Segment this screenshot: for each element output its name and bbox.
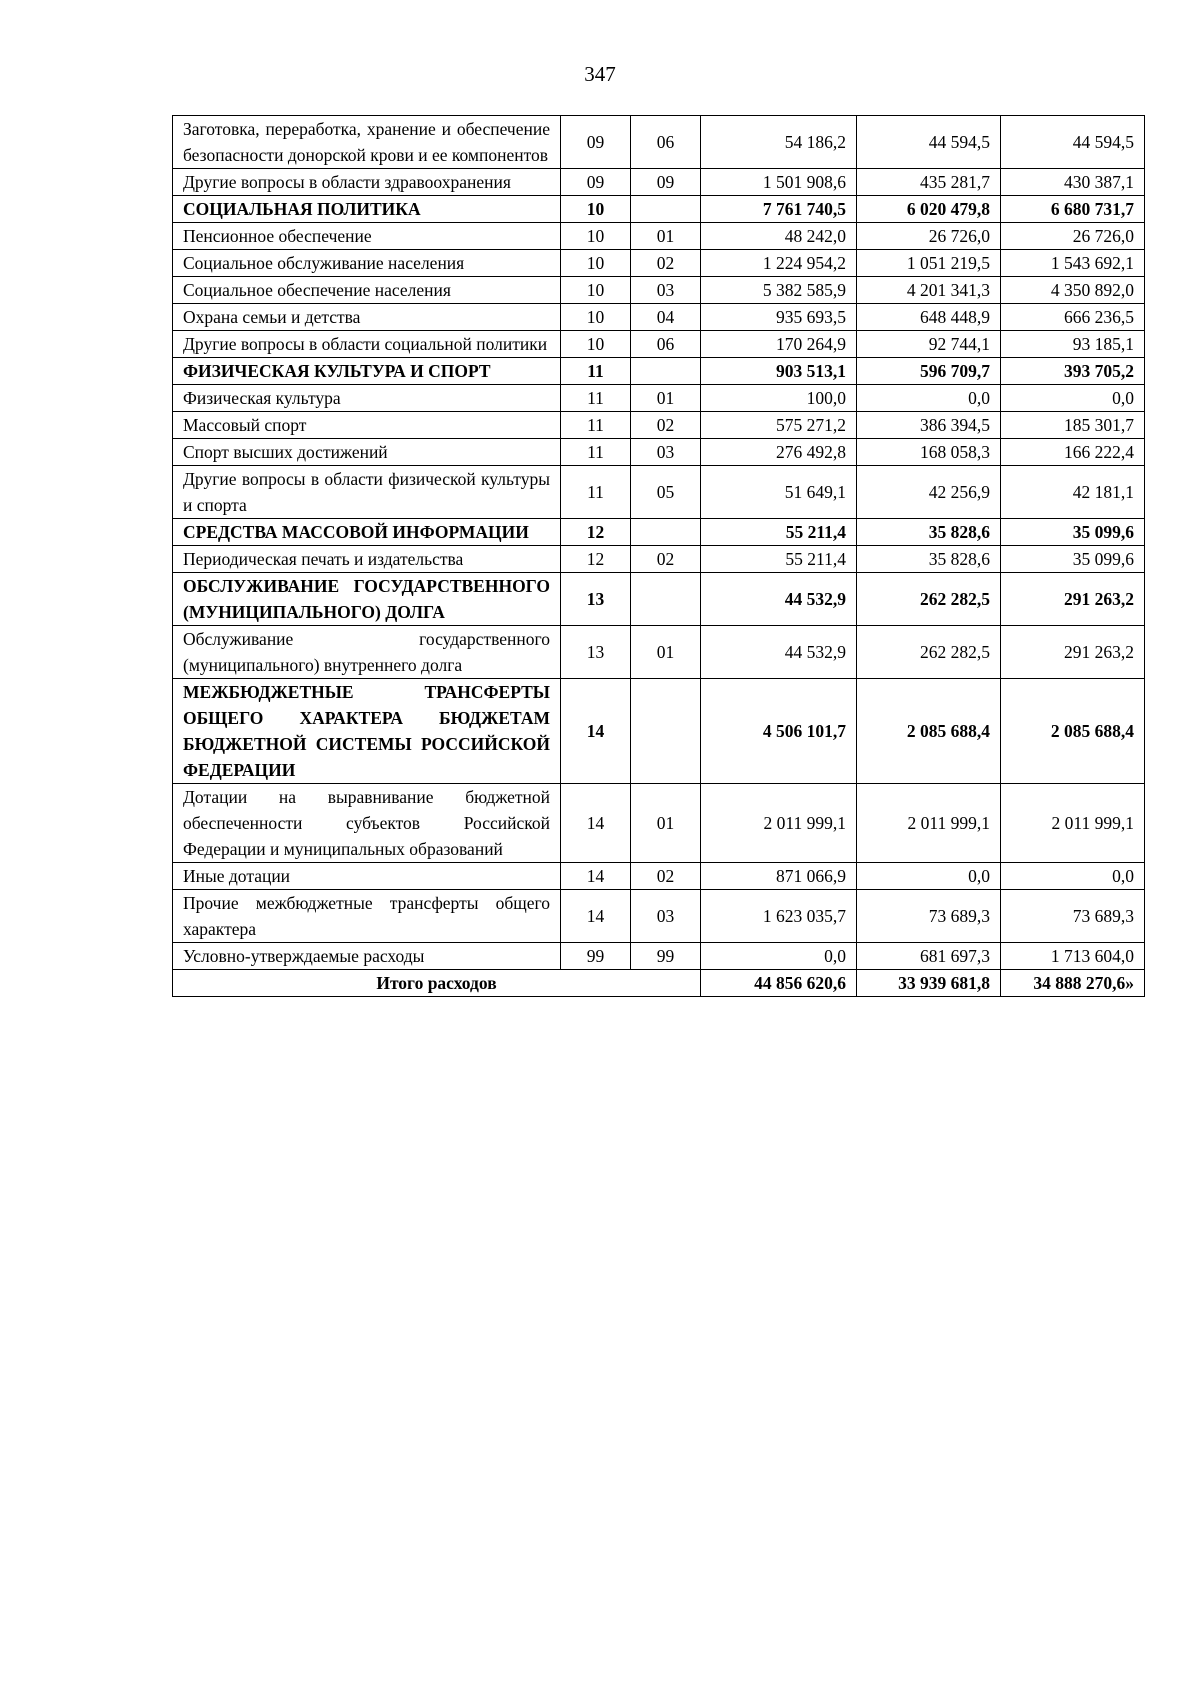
table-row	[173, 863, 1145, 890]
row-amount-year1-cell: 276 492,8	[701, 439, 857, 466]
row-amount-year1-cell: 575 271,2	[701, 412, 857, 439]
row-name-cell: Условно-утверждаемые расходы	[173, 943, 561, 970]
table-row	[173, 784, 1145, 863]
row-name-cell: Охрана семьи и детства	[173, 304, 561, 331]
row-name-cell: Иные дотации	[173, 863, 561, 890]
row-subsection-code-cell	[631, 679, 701, 784]
row-amount-year3-cell: 42 181,1	[1001, 466, 1145, 519]
row-amount-year1-cell: 44 532,9	[701, 573, 857, 626]
total-amount-year3-cell: 34 888 270,6»	[1001, 970, 1145, 997]
row-amount-year3-cell: 291 263,2	[1001, 573, 1145, 626]
table-row	[173, 679, 1145, 784]
row-section-code-cell: 11	[561, 412, 631, 439]
row-name-cell: ФИЗИЧЕСКАЯ КУЛЬТУРА И СПОРТ	[173, 358, 561, 385]
row-subsection-code-cell	[631, 196, 701, 223]
table-row	[173, 331, 1145, 358]
row-section-code-cell: 09	[561, 116, 631, 169]
row-amount-year2-cell: 92 744,1	[857, 331, 1001, 358]
row-amount-year1-cell: 1 224 954,2	[701, 250, 857, 277]
page-number: 347	[584, 62, 616, 86]
row-amount-year3-cell: 666 236,5	[1001, 304, 1145, 331]
row-amount-year2-cell: 262 282,5	[857, 573, 1001, 626]
row-amount-year1-cell: 871 066,9	[701, 863, 857, 890]
row-amount-year3-cell: 1 543 692,1	[1001, 250, 1145, 277]
row-section-code-cell: 09	[561, 169, 631, 196]
table-row	[173, 943, 1145, 970]
row-subsection-code-cell: 01	[631, 385, 701, 412]
row-amount-year3-cell: 2 085 688,4	[1001, 679, 1145, 784]
row-section-code-cell: 12	[561, 519, 631, 546]
row-name-cell: Другие вопросы в области социальной политики	[173, 331, 561, 358]
row-amount-year1-cell: 1 501 908,6	[701, 169, 857, 196]
row-amount-year3-cell: 0,0	[1001, 385, 1145, 412]
row-name-cell: Пенсионное обеспечение	[173, 223, 561, 250]
row-amount-year2-cell: 44 594,5	[857, 116, 1001, 169]
row-amount-year3-cell: 291 263,2	[1001, 626, 1145, 679]
row-section-code-cell: 99	[561, 943, 631, 970]
row-amount-year1-cell: 0,0	[701, 943, 857, 970]
row-amount-year3-cell: 185 301,7	[1001, 412, 1145, 439]
total-amount-year2-cell: 33 939 681,8	[857, 970, 1001, 997]
row-name-cell: Другие вопросы в области физической культуры и спорта	[173, 466, 561, 519]
row-amount-year3-cell: 44 594,5	[1001, 116, 1145, 169]
row-amount-year1-cell: 48 242,0	[701, 223, 857, 250]
row-name-cell: Заготовка, переработка, хранение и обеспечение безопасности донорской крови и ее компонентов	[173, 116, 561, 169]
row-amount-year3-cell: 26 726,0	[1001, 223, 1145, 250]
row-name-cell: Массовый спорт	[173, 412, 561, 439]
row-section-code-cell: 10	[561, 277, 631, 304]
budget-table-body	[173, 116, 1145, 997]
row-subsection-code-cell: 03	[631, 439, 701, 466]
row-amount-year1-cell: 54 186,2	[701, 116, 857, 169]
row-name-cell: Физическая культура	[173, 385, 561, 412]
row-amount-year1-cell: 44 532,9	[701, 626, 857, 679]
row-section-code-cell: 14	[561, 679, 631, 784]
row-amount-year2-cell: 6 020 479,8	[857, 196, 1001, 223]
row-name-cell: Обслуживание государственного (муниципального) внутреннего долга	[173, 626, 561, 679]
table-row	[173, 573, 1145, 626]
row-name-cell: МЕЖБЮДЖЕТНЫЕ ТРАНСФЕРТЫ ОБЩЕГО ХАРАКТЕРА БЮДЖЕТАМ БЮДЖЕТНОЙ СИСТЕМЫ РОССИЙСКОЙ ФЕДЕРАЦИИ	[173, 679, 561, 784]
row-section-code-cell: 10	[561, 196, 631, 223]
table-row	[173, 546, 1145, 573]
row-amount-year2-cell: 596 709,7	[857, 358, 1001, 385]
table-row	[173, 412, 1145, 439]
row-amount-year3-cell: 35 099,6	[1001, 546, 1145, 573]
table-row	[173, 223, 1145, 250]
row-name-cell: Социальное обслуживание населения	[173, 250, 561, 277]
row-name-cell: СРЕДСТВА МАССОВОЙ ИНФОРМАЦИИ	[173, 519, 561, 546]
row-amount-year2-cell: 681 697,3	[857, 943, 1001, 970]
table-row	[173, 626, 1145, 679]
row-amount-year2-cell: 168 058,3	[857, 439, 1001, 466]
row-name-cell: Дотации на выравнивание бюджетной обеспеченности субъектов Российской Федерации и муниципальных образований	[173, 784, 561, 863]
row-amount-year2-cell: 4 201 341,3	[857, 277, 1001, 304]
row-amount-year1-cell: 100,0	[701, 385, 857, 412]
row-subsection-code-cell	[631, 573, 701, 626]
row-amount-year3-cell: 1 713 604,0	[1001, 943, 1145, 970]
row-section-code-cell: 10	[561, 331, 631, 358]
row-section-code-cell: 14	[561, 863, 631, 890]
total-label-cell: Итого расходов	[173, 970, 701, 997]
row-amount-year3-cell: 393 705,2	[1001, 358, 1145, 385]
row-amount-year2-cell: 386 394,5	[857, 412, 1001, 439]
row-section-code-cell: 10	[561, 304, 631, 331]
row-amount-year1-cell: 55 211,4	[701, 546, 857, 573]
row-amount-year3-cell: 2 011 999,1	[1001, 784, 1145, 863]
total-amount-year1-cell: 44 856 620,6	[701, 970, 857, 997]
row-amount-year2-cell: 73 689,3	[857, 890, 1001, 943]
row-subsection-code-cell: 01	[631, 784, 701, 863]
row-section-code-cell: 12	[561, 546, 631, 573]
table-row	[173, 358, 1145, 385]
table-row	[173, 466, 1145, 519]
row-subsection-code-cell: 02	[631, 250, 701, 277]
row-subsection-code-cell	[631, 358, 701, 385]
table-row	[173, 250, 1145, 277]
row-subsection-code-cell: 03	[631, 890, 701, 943]
table-row	[173, 196, 1145, 223]
row-section-code-cell: 13	[561, 626, 631, 679]
row-subsection-code-cell: 02	[631, 863, 701, 890]
table-row	[173, 304, 1145, 331]
row-amount-year2-cell: 42 256,9	[857, 466, 1001, 519]
table-row	[173, 439, 1145, 466]
row-subsection-code-cell: 01	[631, 223, 701, 250]
row-name-cell: Спорт высших достижений	[173, 439, 561, 466]
row-amount-year1-cell: 2 011 999,1	[701, 784, 857, 863]
row-amount-year1-cell: 7 761 740,5	[701, 196, 857, 223]
row-amount-year3-cell: 430 387,1	[1001, 169, 1145, 196]
row-amount-year2-cell: 435 281,7	[857, 169, 1001, 196]
row-section-code-cell: 13	[561, 573, 631, 626]
row-amount-year1-cell: 55 211,4	[701, 519, 857, 546]
row-amount-year2-cell: 0,0	[857, 385, 1001, 412]
row-amount-year1-cell: 935 693,5	[701, 304, 857, 331]
budget-table	[172, 115, 1145, 997]
row-amount-year1-cell: 903 513,1	[701, 358, 857, 385]
row-name-cell: Прочие межбюджетные трансферты общего характера	[173, 890, 561, 943]
row-amount-year3-cell: 0,0	[1001, 863, 1145, 890]
row-amount-year2-cell: 26 726,0	[857, 223, 1001, 250]
row-subsection-code-cell: 06	[631, 116, 701, 169]
row-amount-year3-cell: 93 185,1	[1001, 331, 1145, 358]
row-amount-year1-cell: 1 623 035,7	[701, 890, 857, 943]
row-section-code-cell: 10	[561, 250, 631, 277]
row-subsection-code-cell	[631, 519, 701, 546]
table-row	[173, 890, 1145, 943]
row-amount-year2-cell: 35 828,6	[857, 519, 1001, 546]
row-section-code-cell: 11	[561, 439, 631, 466]
table-row	[173, 116, 1145, 169]
row-name-cell: Периодическая печать и издательства	[173, 546, 561, 573]
row-amount-year2-cell: 648 448,9	[857, 304, 1001, 331]
row-amount-year2-cell: 262 282,5	[857, 626, 1001, 679]
row-amount-year3-cell: 4 350 892,0	[1001, 277, 1145, 304]
row-amount-year1-cell: 5 382 585,9	[701, 277, 857, 304]
row-amount-year3-cell: 73 689,3	[1001, 890, 1145, 943]
row-amount-year3-cell: 35 099,6	[1001, 519, 1145, 546]
table-row	[173, 519, 1145, 546]
row-subsection-code-cell: 09	[631, 169, 701, 196]
row-subsection-code-cell: 99	[631, 943, 701, 970]
row-section-code-cell: 11	[561, 385, 631, 412]
row-subsection-code-cell: 02	[631, 546, 701, 573]
row-name-cell: ОБСЛУЖИВАНИЕ ГОСУДАРСТВЕННОГО (МУНИЦИПАЛЬНОГО) ДОЛГА	[173, 573, 561, 626]
row-section-code-cell: 14	[561, 784, 631, 863]
row-name-cell: Социальное обеспечение населения	[173, 277, 561, 304]
row-subsection-code-cell: 02	[631, 412, 701, 439]
table-row	[173, 385, 1145, 412]
row-section-code-cell: 14	[561, 890, 631, 943]
table-row	[173, 277, 1145, 304]
row-amount-year2-cell: 35 828,6	[857, 546, 1001, 573]
row-section-code-cell: 11	[561, 358, 631, 385]
row-section-code-cell: 11	[561, 466, 631, 519]
row-name-cell: СОЦИАЛЬНАЯ ПОЛИТИКА	[173, 196, 561, 223]
row-subsection-code-cell: 01	[631, 626, 701, 679]
row-amount-year3-cell: 6 680 731,7	[1001, 196, 1145, 223]
row-subsection-code-cell: 05	[631, 466, 701, 519]
row-amount-year1-cell: 170 264,9	[701, 331, 857, 358]
row-amount-year2-cell: 0,0	[857, 863, 1001, 890]
row-amount-year3-cell: 166 222,4	[1001, 439, 1145, 466]
row-amount-year2-cell: 2 085 688,4	[857, 679, 1001, 784]
row-amount-year1-cell: 51 649,1	[701, 466, 857, 519]
table-row	[173, 169, 1145, 196]
total-row	[173, 970, 1145, 997]
row-subsection-code-cell: 03	[631, 277, 701, 304]
row-name-cell: Другие вопросы в области здравоохранения	[173, 169, 561, 196]
row-amount-year1-cell: 4 506 101,7	[701, 679, 857, 784]
row-amount-year2-cell: 2 011 999,1	[857, 784, 1001, 863]
row-amount-year2-cell: 1 051 219,5	[857, 250, 1001, 277]
row-subsection-code-cell: 04	[631, 304, 701, 331]
row-section-code-cell: 10	[561, 223, 631, 250]
row-subsection-code-cell: 06	[631, 331, 701, 358]
